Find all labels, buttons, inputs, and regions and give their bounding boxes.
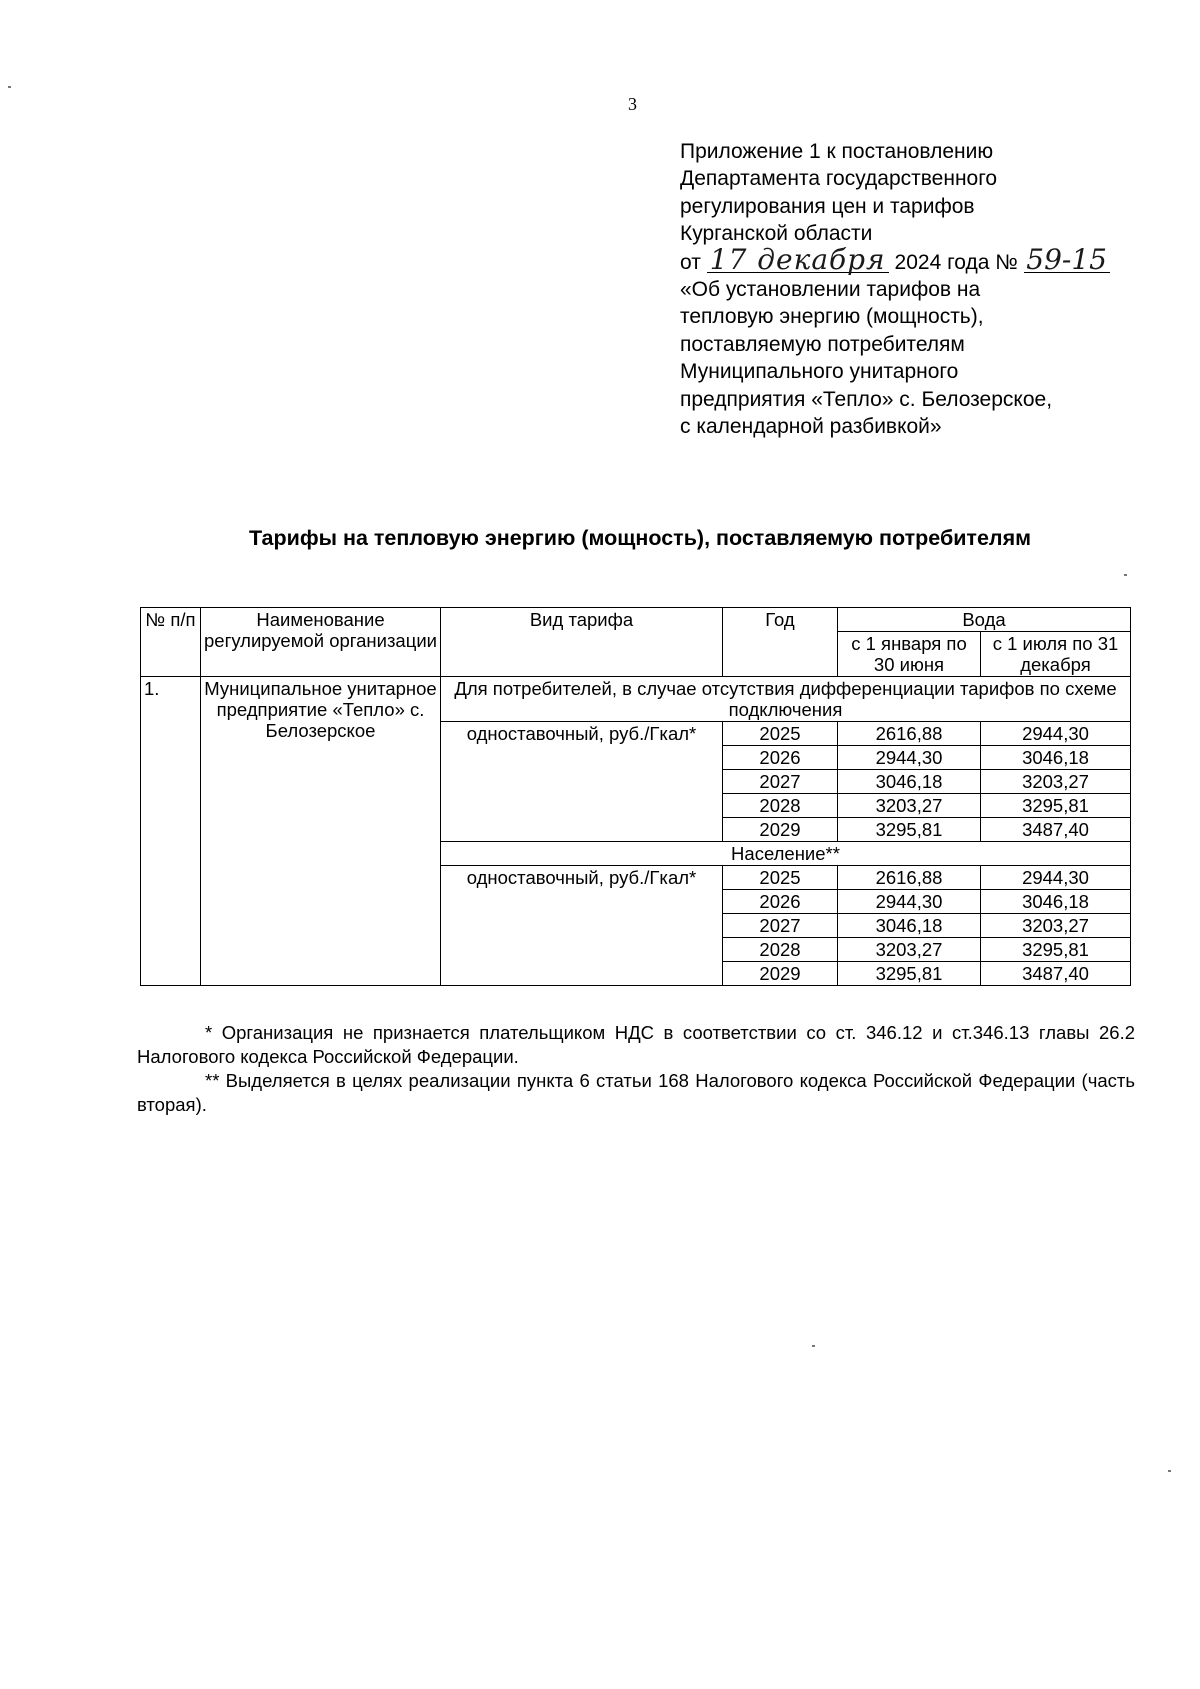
year-cell: 2025: [723, 722, 838, 746]
year-cell: 2027: [723, 914, 838, 938]
year-cell: 2028: [723, 938, 838, 962]
year-cell: 2029: [723, 962, 838, 986]
appendix-line: Курганской области: [680, 222, 873, 246]
scan-speck: [1124, 574, 1127, 576]
tariff-period-2: 3203,27: [981, 770, 1131, 794]
tariff-period-2: 3487,40: [981, 962, 1131, 986]
handwritten-date: 17 декабря: [707, 248, 889, 273]
footnote: ** Выделяется в целях реализации пункта 6 статьи 168 Налогового кодекса Российской Федерации (часть вторая).: [137, 1070, 1135, 1115]
header-period-2: с 1 июля по 31 декабря: [981, 632, 1131, 677]
appendix-subject-line: поставляемую потребителям: [680, 332, 965, 356]
appendix-subject-line: «Об установлении тарифов на: [680, 278, 981, 302]
document-title: Тарифы на тепловую энергию (мощность), поставляемую потребителям: [248, 526, 1032, 550]
appendix-line: Приложение 1 к постановлению: [680, 140, 994, 163]
tariff-period-1: 2616,88: [838, 866, 981, 890]
appendix-line: регулирования цен и тарифов: [680, 194, 975, 218]
tariff-period-1: 2616,88: [838, 722, 981, 746]
year-cell: 2026: [723, 890, 838, 914]
organization-name: Муниципальное унитарное предприятие «Тепло» с. Белозерское: [201, 677, 441, 986]
tariff-period-2: 2944,30: [981, 866, 1131, 890]
header-org: Наименование регулируемой организации: [201, 608, 441, 677]
appendix-date-line: [680, 242, 1150, 276]
table-header-row: [141, 608, 1131, 632]
appendix-subject-line: предприятия «Тепло» с. Белозерское,: [680, 387, 1053, 411]
tariff-period-2: 3295,81: [981, 794, 1131, 818]
handwritten-number: 59-15: [1024, 248, 1110, 273]
group-row: [141, 677, 1131, 722]
appendix-subject-line: с календарной разбивкой»: [680, 415, 942, 439]
appendix-subject-line: Муниципального унитарного: [680, 360, 959, 384]
year-text: 2024 года №: [894, 250, 1018, 274]
tariff-period-1: 3295,81: [838, 818, 981, 842]
appendix-block: [680, 138, 1150, 440]
footnotes: [137, 1021, 1135, 1117]
header-water: Вода: [838, 608, 1131, 632]
header-num: № п/п: [141, 608, 201, 677]
year-cell: 2028: [723, 794, 838, 818]
year-cell: 2025: [723, 866, 838, 890]
tariff-period-2: 3295,81: [981, 938, 1131, 962]
tariff-period-2: 3046,18: [981, 890, 1131, 914]
tariff-period-1: 2944,30: [838, 746, 981, 770]
group-label: Население**: [441, 842, 1131, 866]
year-cell: 2027: [723, 770, 838, 794]
tariff-period-1: 2944,30: [838, 890, 981, 914]
tariff-period-1: 3046,18: [838, 914, 981, 938]
row-number: 1.: [141, 677, 201, 986]
tariff-period-1: 3295,81: [838, 962, 981, 986]
appendix-line: Департамента государственного: [680, 167, 998, 191]
scan-speck: [8, 86, 11, 88]
tariff-period-2: 3203,27: [981, 914, 1131, 938]
group-label: Для потребителей, в случае отсутствия дифференциации тарифов по схеме подключения: [441, 677, 1131, 722]
page-number: 3: [628, 94, 637, 114]
tariff-period-1: 3046,18: [838, 770, 981, 794]
tariff-type: одноставочный, руб./Гкал*: [441, 866, 723, 986]
footnote: * Организация не признается плательщиком НДС в соответствии со ст. 346.12 и ст.346.13 главы 26.2 Налогового кодекса Российской Федерации.: [137, 1022, 1135, 1067]
year-cell: 2029: [723, 818, 838, 842]
scan-speck: [1168, 1470, 1171, 1472]
scan-speck: [812, 1345, 815, 1347]
tariff-table: [140, 607, 1131, 986]
tariff-period-2: 2944,30: [981, 722, 1131, 746]
year-cell: 2026: [723, 746, 838, 770]
header-period-1: с 1 января по 30 июня: [838, 632, 981, 677]
appendix-subject-line: тепловую энергию (мощность),: [680, 305, 984, 329]
tariff-type: одноставочный, руб./Гкал*: [441, 722, 723, 842]
tariff-period-2: 3487,40: [981, 818, 1131, 842]
tariff-period-1: 3203,27: [838, 938, 981, 962]
tariff-period-1: 3203,27: [838, 794, 981, 818]
tariff-period-2: 3046,18: [981, 746, 1131, 770]
date-prefix: от: [680, 250, 701, 274]
header-year: Год: [723, 608, 838, 677]
header-tariff-type: Вид тарифа: [441, 608, 723, 677]
